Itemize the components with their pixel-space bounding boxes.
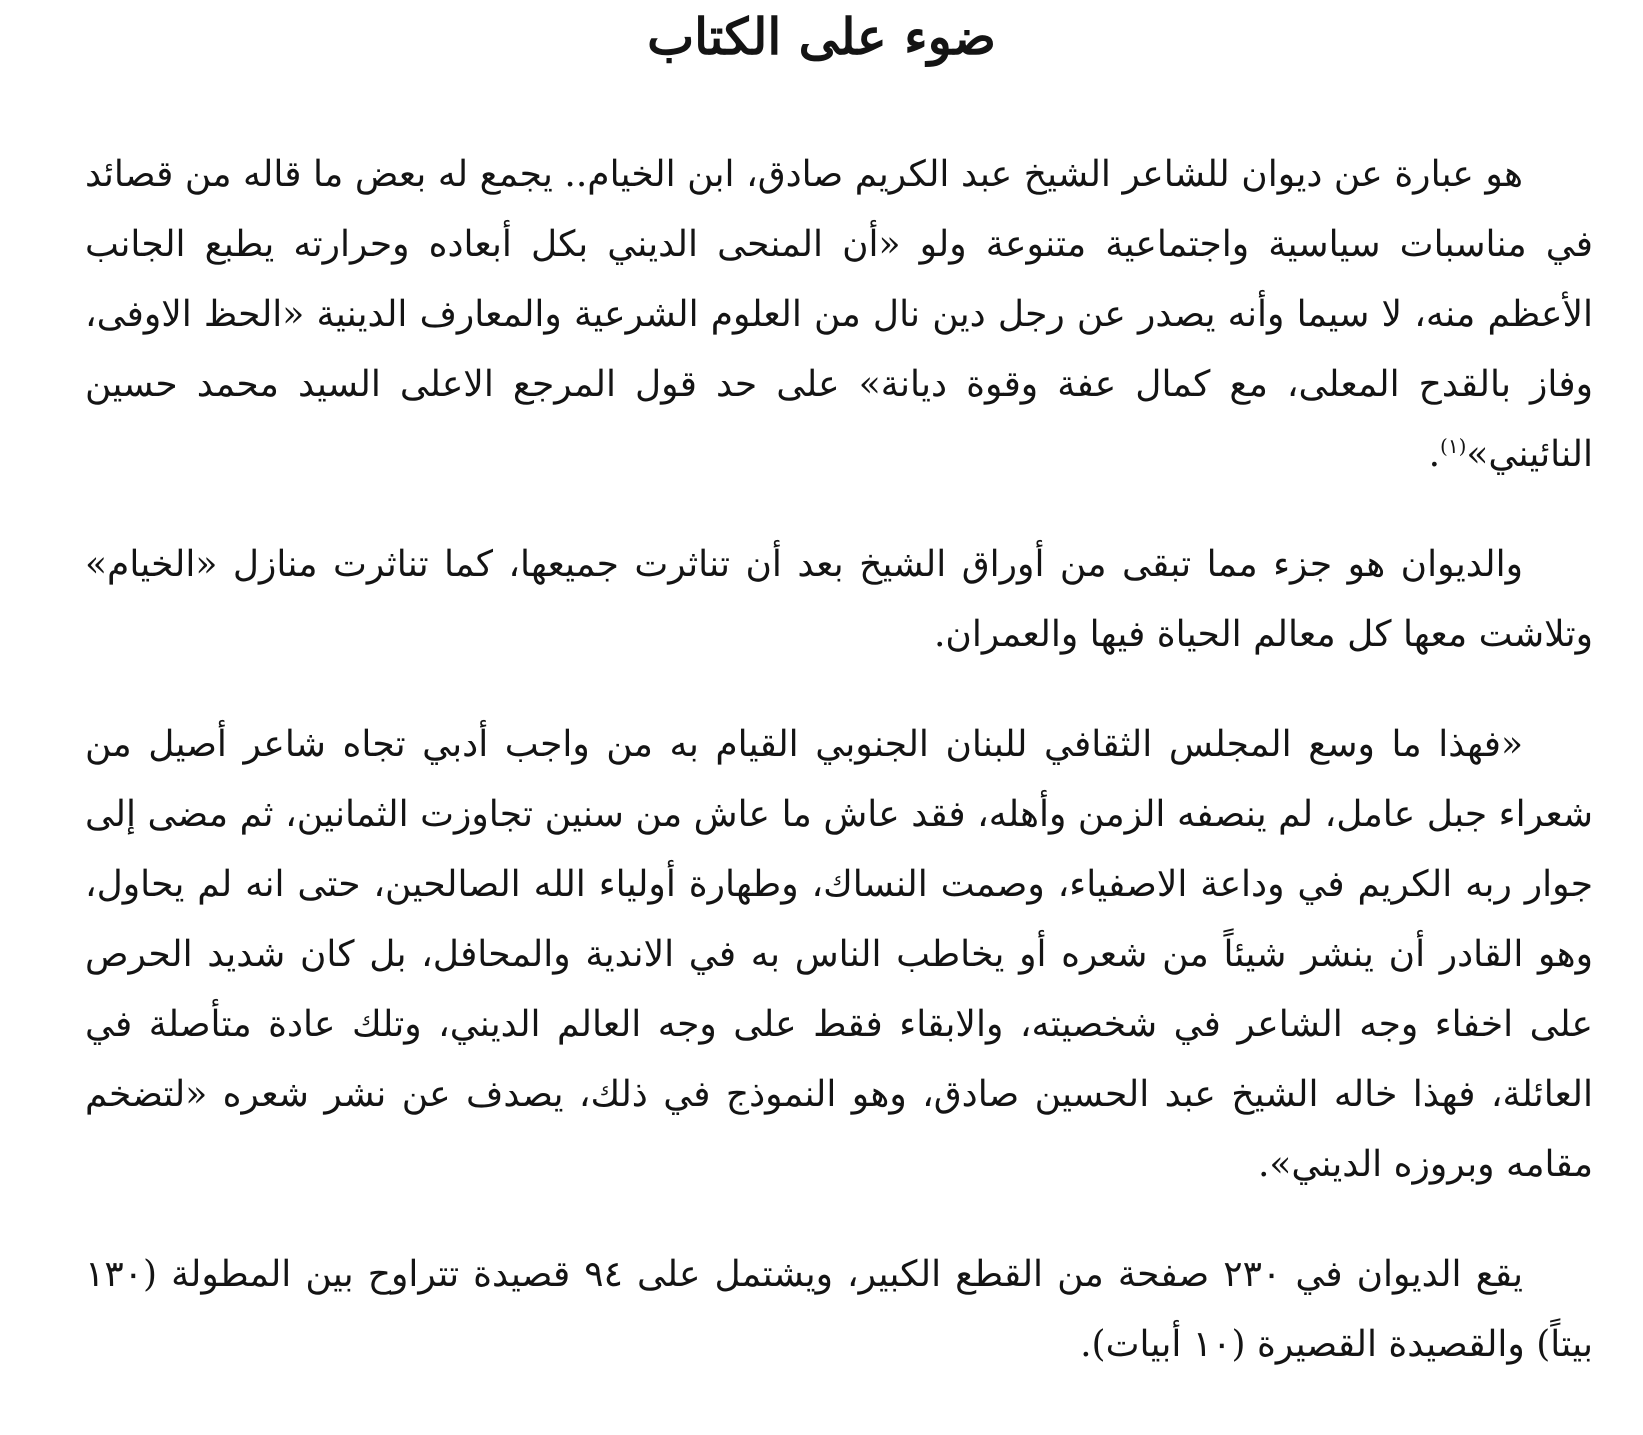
paragraph-1: [85, 140, 1593, 490]
paragraph-4: [85, 1240, 1593, 1380]
paragraph-3: [85, 710, 1593, 1200]
paragraph-3-text: «فهذا ما وسع المجلس الثقافي للبنان الجنوبي القيام به من واجب أدبي تجاه شاعر أصيل من شعراء جبل عامل، لم ينصفه الزمن وأهله، فقد عاش ما عاش من سنين تجاوزت الثمانين، ثم مضى إلى جوار ربه الكريم في وداعة الاصفياء، وصمت النساك، وطهارة أولياء الله الصالحين، حتى انه لم يحاول، وهو القادر أن ينشر شيئاً من شعره أو يخاطب الناس به في الاندية والمحافل، بل كان شديد الحرص على اخفاء وجه الشاعر في شخصيته، والابقاء فقط على وجه العالم الديني، وتلك عادة متأصلة في العائلة، فهذا خاله الشيخ عبد الحسين صادق، وهو النموذج في ذلك، يصدف عن نشر شعره «لتضخم مقامه وبروزه الديني».: [85, 724, 1593, 1185]
paragraph-2-text: والديوان هو جزء مما تبقى من أوراق الشيخ بعد أن تناثرت جميعها، كما تناثرت منازل «الخيام» وتلاشت معها كل معالم الحياة فيها والعمران.: [85, 544, 1593, 655]
footnote-marker: (١): [1440, 434, 1467, 458]
paragraph-2: [85, 530, 1593, 670]
paragraph-1-end: .: [1428, 434, 1441, 475]
page-title: ضوء على الكتاب: [647, 7, 996, 66]
paragraph-4-text: يقع الديوان في ٢٣٠ صفحة من القطع الكبير، ويشتمل على ٩٤ قصيدة تتراوح بين المطولة (١٣٠ بيتاً) والقصيدة القصيرة (١٠ أبيات).: [85, 1254, 1593, 1365]
document-body: [85, 140, 1593, 1380]
paragraph-1-text: هو عبارة عن ديوان للشاعر الشيخ عبد الكريم صادق، ابن الخيام.. يجمع له بعض ما قاله من قصائد في مناسبات سياسية واجتماعية متنوعة ولو «أن المنحى الديني بكل أبعاده وحرارته يطبع الجانب الأعظم منه، لا سيما وأنه يصدر عن رجل دين نال من العلوم الشرعية والمعارف الدينية «الحظ الاوفى، وفاز بالقدح المعلى، مع كمال عفة وقوة ديانة» على حد قول المرجع الاعلى السيد محمد حسين النائيني»: [85, 154, 1593, 475]
